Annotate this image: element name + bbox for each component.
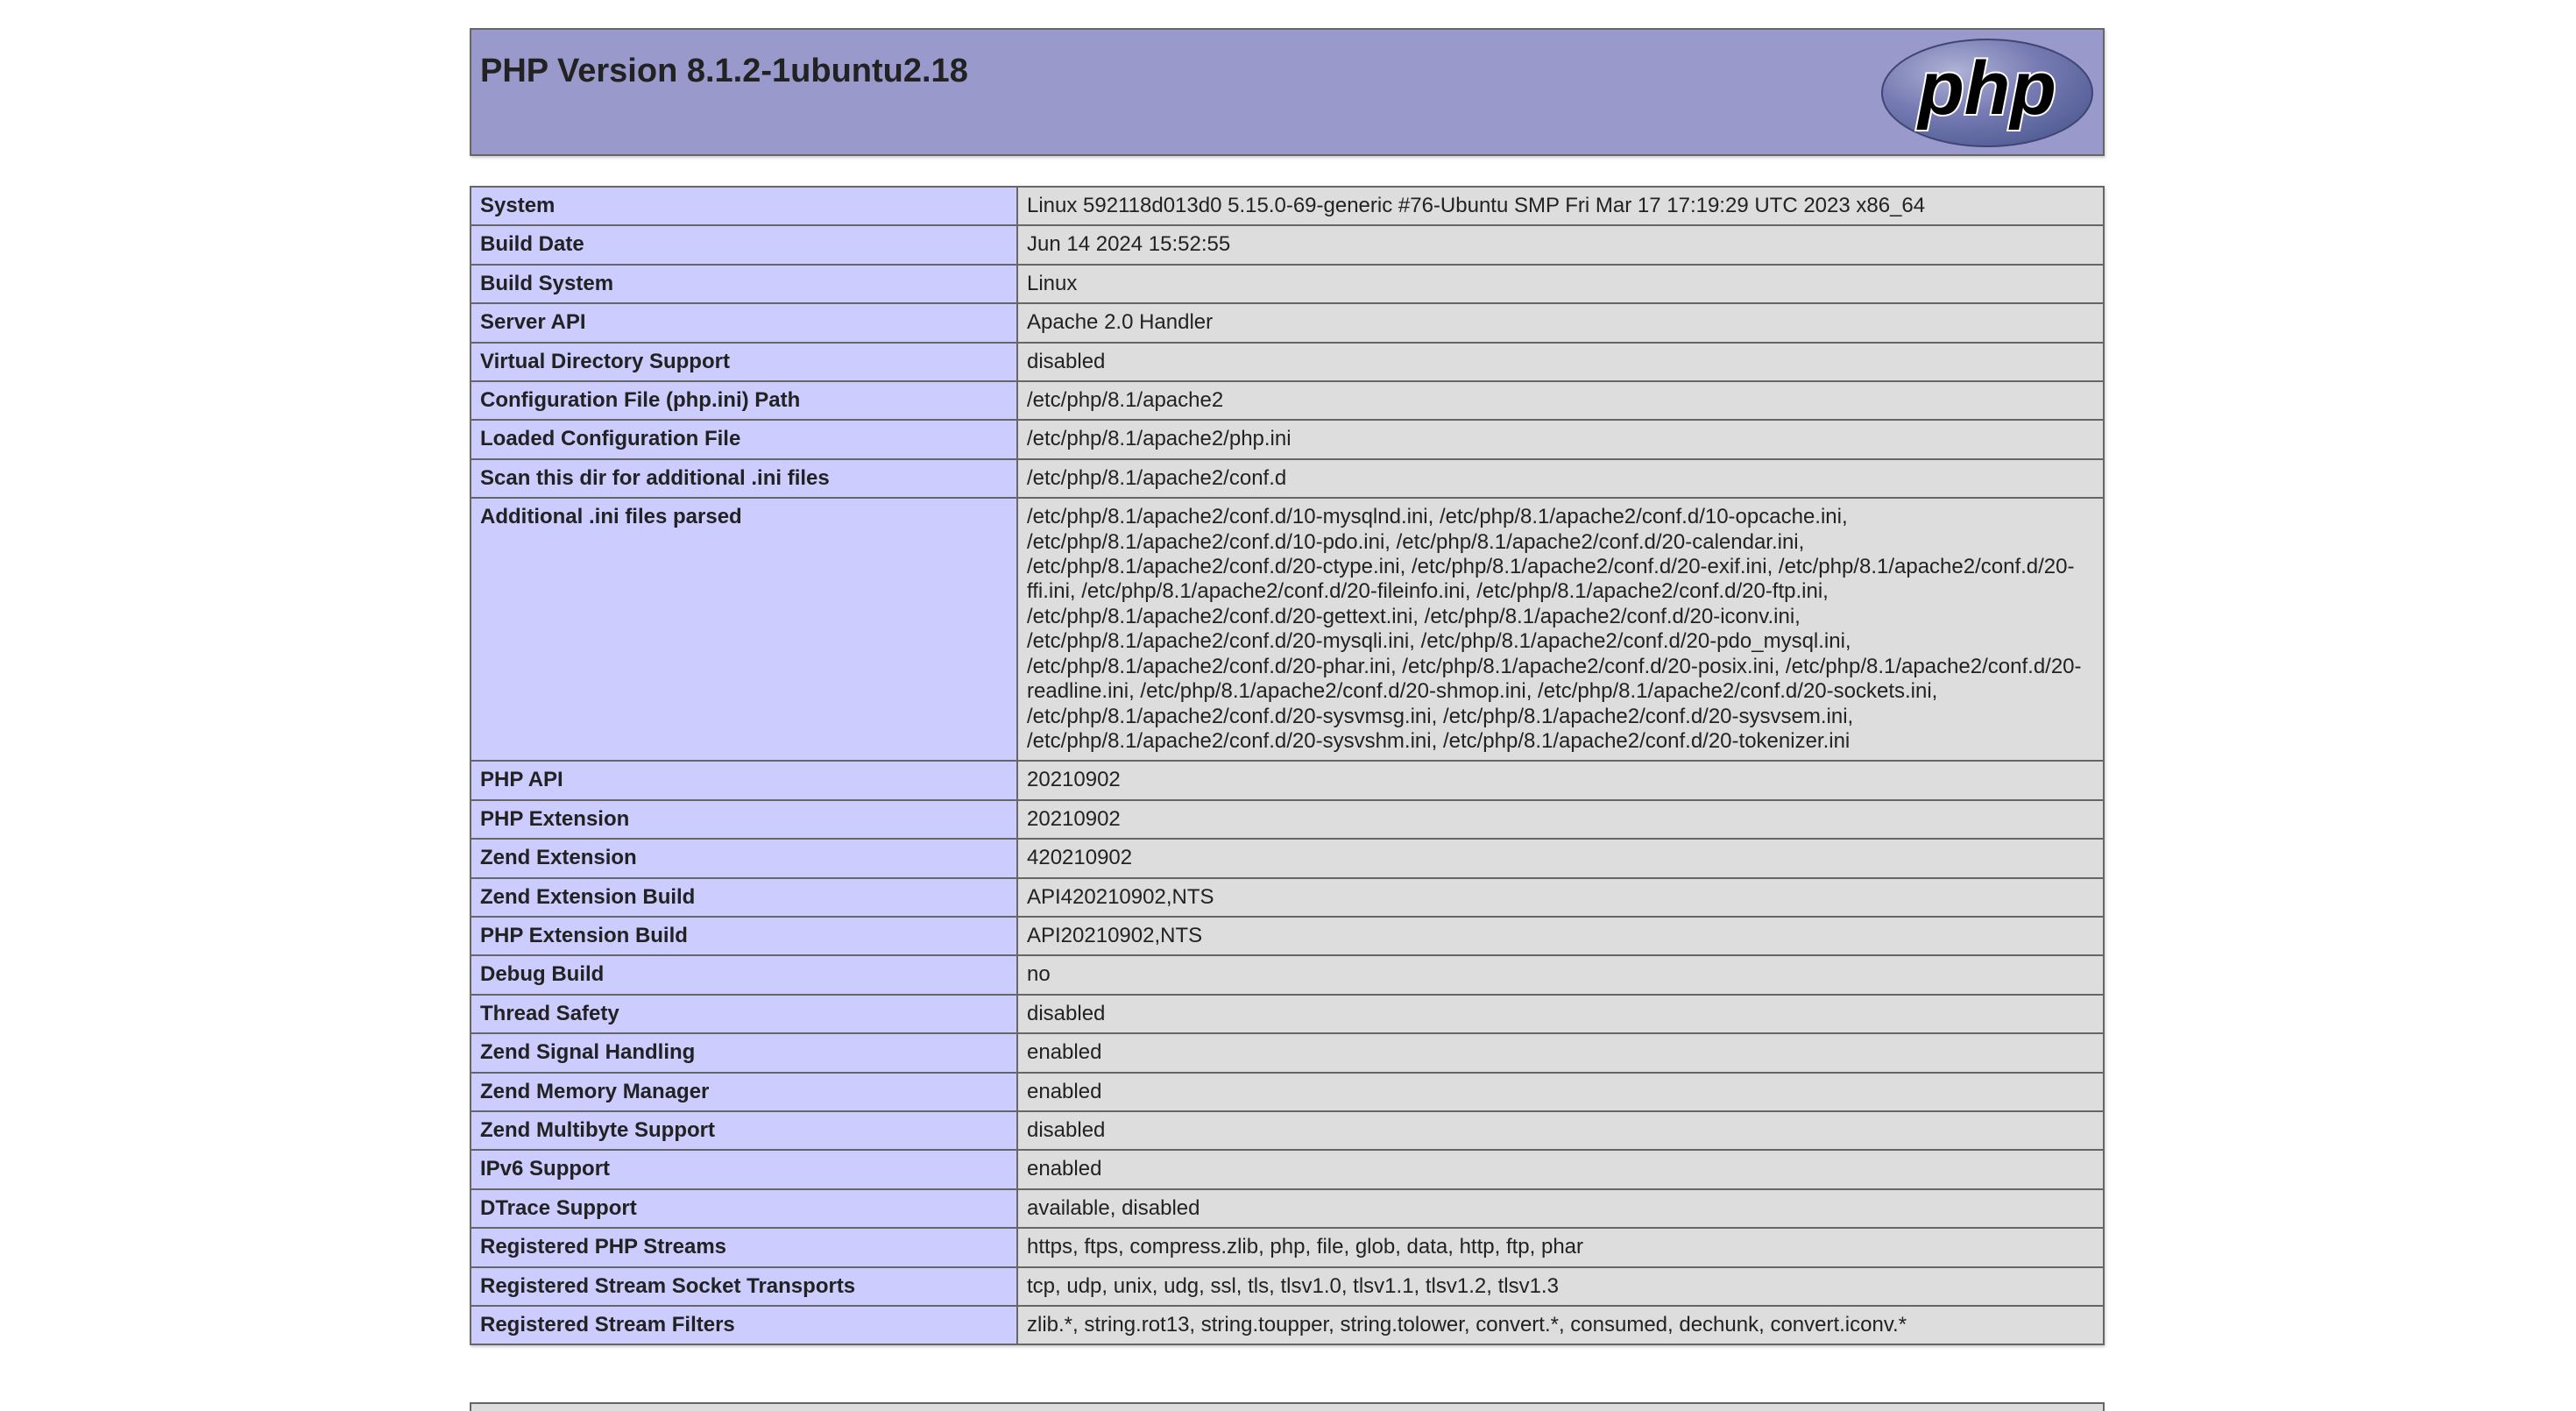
info-row (471, 995, 2104, 1033)
info-row-label: IPv6 Support (471, 1150, 1017, 1188)
info-row-value: disabled (1017, 343, 2104, 381)
info-row (471, 878, 2104, 917)
next-section-table (470, 1402, 2105, 1411)
info-row-value: 420210902 (1017, 839, 2104, 877)
info-row (471, 343, 2104, 381)
info-row-label: System (471, 187, 1017, 225)
info-row-value: no (1017, 955, 2104, 994)
info-row-value: enabled (1017, 1073, 2104, 1111)
php-info-table (470, 186, 2105, 1345)
info-row-value: /etc/php/8.1/apache2/php.ini (1017, 420, 2104, 458)
info-row-value: 20210902 (1017, 761, 2104, 799)
info-row (471, 1033, 2104, 1072)
info-row-value: disabled (1017, 1111, 2104, 1150)
info-row (471, 800, 2104, 839)
page-title: PHP Version 8.1.2-1ubuntu2.18 (480, 53, 968, 89)
info-row-value: Linux 592118d013d0 5.15.0-69-generic #76-Ubuntu SMP Fri Mar 17 17:19:29 UTC 2023 x86_64 (1017, 187, 2104, 225)
info-row-value: Apache 2.0 Handler (1017, 303, 2104, 342)
info-row-label: Registered Stream Socket Transports (471, 1267, 1017, 1306)
info-row-label: Thread Safety (471, 995, 1017, 1033)
info-row (471, 1306, 2104, 1344)
info-row-value: https, ftps, compress.zlib, php, file, glob, data, http, ftp, phar (1017, 1228, 2104, 1266)
info-row-label: Registered Stream Filters (471, 1306, 1017, 1344)
info-row (471, 955, 2104, 994)
info-row (471, 1111, 2104, 1150)
info-row-label: PHP Extension Build (471, 917, 1017, 955)
info-row-label: Registered PHP Streams (471, 1228, 1017, 1266)
info-row (471, 459, 2104, 498)
info-row (471, 917, 2104, 955)
info-row (471, 839, 2104, 877)
info-row-label: DTrace Support (471, 1189, 1017, 1228)
info-row-value: /etc/php/8.1/apache2 (1017, 381, 2104, 420)
info-row (471, 420, 2104, 458)
info-row (471, 1189, 2104, 1228)
info-row-value: API20210902,NTS (1017, 917, 2104, 955)
php-logo[interactable] (1879, 37, 2096, 149)
info-row (471, 1073, 2104, 1111)
info-row-label: Virtual Directory Support (471, 343, 1017, 381)
info-row (471, 761, 2104, 799)
info-row-label: Server API (471, 303, 1017, 342)
info-row-value: API420210902,NTS (1017, 878, 2104, 917)
version-header (470, 28, 2105, 156)
info-row-label: Scan this dir for additional .ini files (471, 459, 1017, 498)
info-row (471, 225, 2104, 264)
info-row-label: Debug Build (471, 955, 1017, 994)
info-row-label: Zend Memory Manager (471, 1073, 1017, 1111)
info-row-value: Jun 14 2024 15:52:55 (1017, 225, 2104, 264)
info-row-value: /etc/php/8.1/apache2/conf.d/10-mysqlnd.ini, /etc/php/8.1/apache2/conf.d/10-opcache.ini, /etc/php/8.1/apache2/conf.d/10-pdo.ini, /etc/php/8.1/apache2/conf.d/20-calendar.ini, /etc/php/8.1/apache2/conf.d/20-ctype.ini, /etc/php/8.1/apache2/conf.d/20-exif.ini, /etc/php/8.1/apache2/conf.d/20-ffi.ini, /etc/php/8.1/apache2/conf.d/20-fileinfo.ini, /etc/php/8.1/apache2/conf.d/20-ftp.ini, /etc/php/8.1/apache2/conf.d/20-gettext.ini, /etc/php/8.1/apache2/conf.d/20-iconv.ini, /etc/php/8.1/apache2/conf.d/20-mysqli.ini, /etc/php/8.1/apache2/conf.d/20-pdo_mysql.ini, /etc/php/8.1/apache2/conf.d/20-phar.ini, /etc/php/8.1/apache2/conf.d/20-posix.ini, /etc/php/8.1/apache2/conf.d/20-readline.ini, /etc/php/8.1/apache2/conf.d/20-shmop.ini, /etc/php/8.1/apache2/conf.d/20-sockets.ini, /etc/php/8.1/apache2/conf.d/20-sysvmsg.ini, /etc/php/8.1/apache2/conf.d/20-sysvsem.ini, /etc/php/8.1/apache2/conf.d/20-sysvshm.ini, /etc/php/8.1/apache2/conf.d/20-tokenizer.ini (1017, 498, 2104, 761)
info-row-label: Build System (471, 265, 1017, 303)
info-row (471, 303, 2104, 342)
info-row-label: Configuration File (php.ini) Path (471, 381, 1017, 420)
info-row-label: Zend Extension Build (471, 878, 1017, 917)
info-row-label: Additional .ini files parsed (471, 498, 1017, 761)
info-row (471, 381, 2104, 420)
info-row-value: 20210902 (1017, 800, 2104, 839)
info-row (471, 1228, 2104, 1266)
info-row (471, 1267, 2104, 1306)
info-row-value: available, disabled (1017, 1189, 2104, 1228)
info-row-label: Loaded Configuration File (471, 420, 1017, 458)
info-row-label: PHP Extension (471, 800, 1017, 839)
info-row-label: Zend Extension (471, 839, 1017, 877)
info-row-value: Linux (1017, 265, 2104, 303)
info-row-label: PHP API (471, 761, 1017, 799)
info-row-label: Zend Signal Handling (471, 1033, 1017, 1072)
info-row-value: disabled (1017, 995, 2104, 1033)
info-row (471, 187, 2104, 225)
info-row-label: Zend Multibyte Support (471, 1111, 1017, 1150)
info-row-value: enabled (1017, 1150, 2104, 1188)
info-row-label: Build Date (471, 225, 1017, 264)
info-row-value: /etc/php/8.1/apache2/conf.d (1017, 459, 2104, 498)
info-row (471, 1150, 2104, 1188)
php-logo-text: php (1918, 46, 2056, 131)
info-row (471, 498, 2104, 761)
info-row-value: zlib.*, string.rot13, string.toupper, string.tolower, convert.*, consumed, dechunk, convert.iconv.* (1017, 1306, 2104, 1344)
info-row (471, 265, 2104, 303)
info-row-value: tcp, udp, unix, udg, ssl, tls, tlsv1.0, tlsv1.1, tlsv1.2, tlsv1.3 (1017, 1267, 2104, 1306)
info-row-value: enabled (1017, 1033, 2104, 1072)
